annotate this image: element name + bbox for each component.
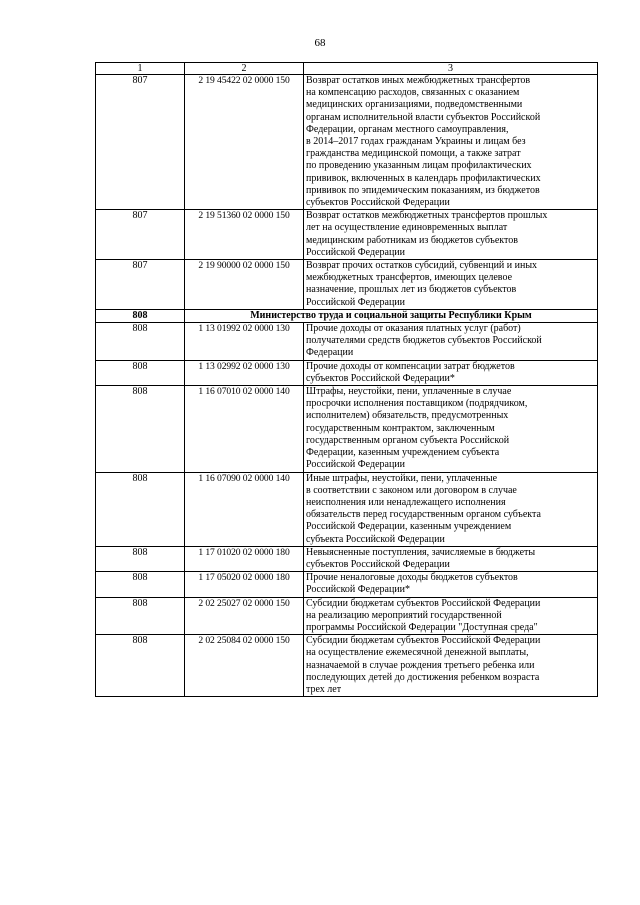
description-line: Федерации xyxy=(306,347,354,359)
budget-code-cell: 1 17 01020 02 0000 180 xyxy=(185,546,304,571)
table-row xyxy=(96,323,598,361)
description-line: медицинских организациями, подведомственными xyxy=(306,99,523,111)
description-line: Федерации, органам местного самоуправления, xyxy=(306,123,509,135)
description-line: обязательств перед государственным органом субъекта xyxy=(306,509,541,521)
admin-code-cell: 807 xyxy=(96,210,185,260)
table-row xyxy=(96,210,598,260)
description-line: Прочие доходы от оказания платных услуг (работ) xyxy=(306,323,521,335)
description-cell xyxy=(304,210,598,260)
description-cell xyxy=(304,472,598,546)
description-line: Российской Федерации xyxy=(306,246,406,258)
description-line: на компенсацию расходов, связанных с оказанием xyxy=(306,87,520,99)
description-line: государственным контрактом, заключенным xyxy=(306,422,495,434)
description-line: медицинским работникам из бюджетов субъектов xyxy=(306,234,518,246)
table-row xyxy=(96,597,598,635)
description-line: в 2014–2017 годах гражданам Украины и лицам без xyxy=(306,136,526,148)
description-line: получателями средств бюджетов субъектов Российской xyxy=(306,335,542,347)
table-row xyxy=(96,386,598,472)
column-header-1: 1 xyxy=(96,63,185,75)
page-number: 68 xyxy=(314,37,326,49)
description-line: Российской Федерации xyxy=(306,459,406,471)
description-line: субъектов Российской Федерации xyxy=(306,197,450,209)
description-line: в соответствии с законом или договором в случае xyxy=(306,484,517,496)
admin-code-cell: 807 xyxy=(96,260,185,310)
description-line: Российской Федерации, казенным учреждением xyxy=(306,521,512,533)
description-cell xyxy=(304,75,598,210)
budget-classification-table xyxy=(95,62,598,697)
table-row xyxy=(96,75,598,210)
description-cell xyxy=(304,597,598,635)
description-line: просрочки исполнения поставщиком (подрядчиком, xyxy=(306,398,528,410)
description-line: Штрафы, неустойки, пени, уплаченные в случае xyxy=(306,386,512,398)
admin-code-cell: 808 xyxy=(96,386,185,472)
table-body xyxy=(96,63,598,697)
description-line: Возврат остатков межбюджетных трансфертов прошлых xyxy=(306,210,548,222)
description-line: прививок по эпидемическим показаниям, из бюджетов xyxy=(306,184,540,196)
description-line: назначаемой в случае рождения третьего ребенка или xyxy=(306,659,535,671)
admin-code-cell: 808 xyxy=(96,546,185,571)
description-cell xyxy=(304,360,598,385)
description-cell xyxy=(304,572,598,597)
description-line: Российской Федерации xyxy=(306,296,406,308)
description-line: исполнителем) обязательств, предусмотренных xyxy=(306,410,509,422)
table-row xyxy=(96,546,598,571)
table-row xyxy=(96,360,598,385)
description-line: межбюджетных трансфертов, имеющих целевое xyxy=(306,272,513,284)
budget-code-cell: 1 17 05020 02 0000 180 xyxy=(185,572,304,597)
description-line: по проведению указанным лицам профилактических xyxy=(306,160,532,172)
description-line: прививок, включенных в календарь профилактических xyxy=(306,172,541,184)
table-row xyxy=(96,635,598,697)
ministry-title: Министерство труда и социальной защиты Республики Крым xyxy=(185,309,598,322)
admin-code-cell: 808 xyxy=(96,597,185,635)
description-line: неисполнения или ненадлежащего исполнения xyxy=(306,496,506,508)
budget-code-cell: 1 16 07010 02 0000 140 xyxy=(185,386,304,472)
description-line: Федерации, казенным учреждением субъекта xyxy=(306,447,500,459)
budget-code-cell: 1 16 07090 02 0000 140 xyxy=(185,472,304,546)
description-cell xyxy=(304,635,598,697)
description-line: последующих детей до достижения ребенком возраста xyxy=(306,671,540,683)
description-line: гражданства медицинской помощи, а также затрат xyxy=(306,148,521,160)
admin-code-cell: 808 xyxy=(96,572,185,597)
description-line: Возврат прочих остатков субсидий, субвенций и иных xyxy=(306,260,538,272)
description-line: Субсидии бюджетам субъектов Российской Федерации xyxy=(306,597,541,609)
description-line: Субсидии бюджетам субъектов Российской Федерации xyxy=(306,635,541,647)
description-cell xyxy=(304,386,598,472)
column-header-row xyxy=(96,63,598,75)
ministry-heading-row xyxy=(96,309,598,322)
description-line: Иные штрафы, неустойки, пени, уплаченные xyxy=(306,472,498,484)
budget-code-cell: 2 19 45422 02 0000 150 xyxy=(185,75,304,210)
description-line: Прочие доходы от компенсации затрат бюджетов xyxy=(306,360,515,372)
admin-code-cell: 808 xyxy=(96,472,185,546)
budget-code-cell: 2 02 25027 02 0000 150 xyxy=(185,597,304,635)
description-line: субъекта Российской Федерации xyxy=(306,533,445,545)
budget-code-cell: 1 13 01992 02 0000 130 xyxy=(185,323,304,361)
description-line: государственным органом субъекта Российской xyxy=(306,434,510,446)
description-line: на осуществление ежемесячной денежной выплаты, xyxy=(306,647,529,659)
description-line: субъектов Российской Федерации* xyxy=(306,372,455,384)
table-row xyxy=(96,572,598,597)
description-line: назначение, прошлых лет из бюджетов субъектов xyxy=(306,284,517,296)
table-row xyxy=(96,260,598,310)
admin-code-cell: 807 xyxy=(96,75,185,210)
description-line: Невыясненные поступления, зачисляемые в бюджеты xyxy=(306,546,536,558)
table-row xyxy=(96,472,598,546)
description-line: Российской Федерации* xyxy=(306,584,411,596)
budget-code-cell: 1 13 02992 02 0000 130 xyxy=(185,360,304,385)
admin-code-cell: 808 xyxy=(96,360,185,385)
description-line: программы Российской Федерации "Доступная среда" xyxy=(306,621,538,633)
column-header-3: 3 xyxy=(304,63,598,75)
description-line: субъектов Российской Федерации xyxy=(306,558,450,570)
admin-code-cell: 808 xyxy=(96,323,185,361)
description-cell xyxy=(304,260,598,310)
description-line: Возврат остатков иных межбюджетных трансфертов xyxy=(306,75,531,86)
description-line: Прочие неналоговые доходы бюджетов субъектов xyxy=(306,572,518,584)
description-cell xyxy=(304,323,598,361)
budget-code-cell: 2 19 90000 02 0000 150 xyxy=(185,260,304,310)
column-header-2: 2 xyxy=(185,63,304,75)
description-line: трех лет xyxy=(306,683,342,695)
description-line: лет на осуществление единовременных выплат xyxy=(306,222,508,234)
description-cell xyxy=(304,546,598,571)
description-line: на реализацию мероприятий государственной xyxy=(306,609,502,621)
budget-code-cell: 2 19 51360 02 0000 150 xyxy=(185,210,304,260)
admin-code-cell: 808 xyxy=(96,309,185,322)
budget-code-cell: 2 02 25084 02 0000 150 xyxy=(185,635,304,697)
description-line: органам исполнительной власти субъектов Российской xyxy=(306,111,541,123)
admin-code-cell: 808 xyxy=(96,635,185,697)
